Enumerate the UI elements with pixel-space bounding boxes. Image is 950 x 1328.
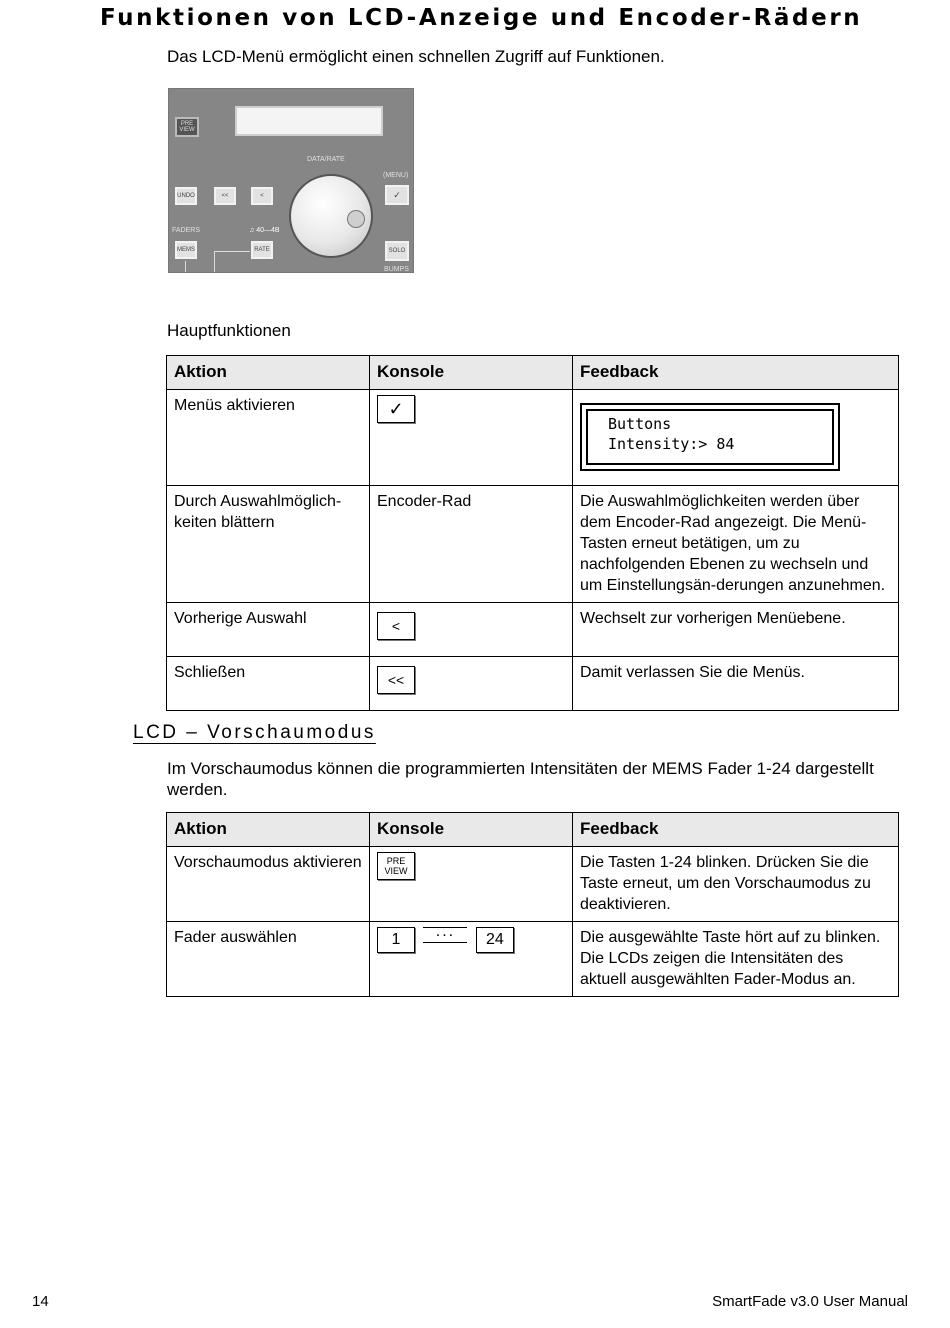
table-row [167,657,899,711]
console-photo [168,88,414,273]
console-cell [370,603,573,657]
header-action: Aktion [167,356,370,390]
lcd-feedback-display: Buttons Intensity:> 84 [580,403,840,471]
table-row [167,390,899,486]
section-heading-main: Hauptfunktionen [167,321,291,340]
console-cell [370,390,573,486]
console-cell: Encoder-Rad [370,486,573,603]
action-cell: Vorherige Auswahl [167,603,370,657]
preview-intro-text: Im Vorschaumodus können die programmierten Intensitäten der MEMS Fader 1-24 dargestellt werden. [167,759,874,799]
lcd-window [235,106,383,136]
tempo-label: ♫ 40—4B [249,227,280,234]
mems-key: MEMS [175,241,197,259]
rewind-button-symbol: << [377,666,415,694]
data-rate-label: DATA/RATE [307,156,345,163]
action-cell: Menüs aktivieren [167,390,370,486]
feedback-cell [573,390,899,486]
action-cell: Vorschaumodus aktivieren [167,847,370,922]
header-feedback: Feedback [573,813,899,847]
console-cell [370,922,573,997]
preview-button-symbol: PRE VIEW [377,852,415,880]
table-header-row [167,356,899,390]
preview-key: PRE VIEW [175,117,199,137]
action-cell: Durch Auswahlmöglich-keiten blättern [167,486,370,603]
back-key: < [251,187,273,205]
page-number: 14 [32,1293,49,1310]
fader-1-button-symbol: 1 [377,927,415,953]
table-row [167,922,899,997]
header-feedback: Feedback [573,356,899,390]
section-heading-preview: LCD – Vorschaumodus [133,722,376,743]
faders-label: FADERS [172,227,201,234]
rewind-key: << [214,187,236,205]
console-cell [370,657,573,711]
header-action: Aktion [167,813,370,847]
preview-mode-table [166,812,899,997]
console-cell [370,847,573,922]
undo-key: UNDO [175,187,197,205]
encoder-wheel [289,174,373,258]
header-console: Konsole [370,813,573,847]
feedback-cell: Die Tasten 1-24 blinken. Drücken Sie die Taste erneut, um den Vorschaumodus zu deaktivieren. [573,847,899,922]
page-title: Funktionen von LCD-Anzeige und Encoder-Rädern [100,5,863,31]
check-key: ✓ [385,185,409,205]
menu-label: (MENU) [383,172,409,179]
rate-key: RATE [251,241,273,259]
feedback-cell: Damit verlassen Sie die Menüs. [573,657,899,711]
main-functions-table [166,355,899,711]
action-cell: Schließen [167,657,370,711]
table-row [167,486,899,603]
feedback-cell: Die Auswahlmöglichkeiten werden über dem Encoder-Rad angezeigt. Die Menü-Tasten erneut betätigen, um zu nachfolgenden Ebenen zu wechseln und um Einstellungsän-derungen anzunehmen. [573,486,899,603]
header-console: Konsole [370,356,573,390]
solo-key: SOLO [385,241,409,261]
fader-24-button-symbol: 24 [476,927,514,953]
table-row [167,847,899,922]
ellipsis-symbol: ... [423,927,467,943]
bumps-label: BUMPS [384,266,409,273]
intro-text: Das LCD-Menü ermöglicht einen schnellen Zugriff auf Funktionen. [167,47,665,66]
feedback-cell: Die ausgewählte Taste hört auf zu blinken. Die LCDs zeigen die Intensitäten des aktuell ausgewählten Fader-Modus an. [573,922,899,997]
table-header-row [167,813,899,847]
action-cell: Fader auswählen [167,922,370,997]
table-row [167,603,899,657]
footer-manual-title: SmartFade v3.0 User Manual [712,1293,908,1310]
back-button-symbol: < [377,612,415,640]
feedback-cell: Wechselt zur vorherigen Menüebene. [573,603,899,657]
check-button-symbol: ✓ [377,395,415,423]
